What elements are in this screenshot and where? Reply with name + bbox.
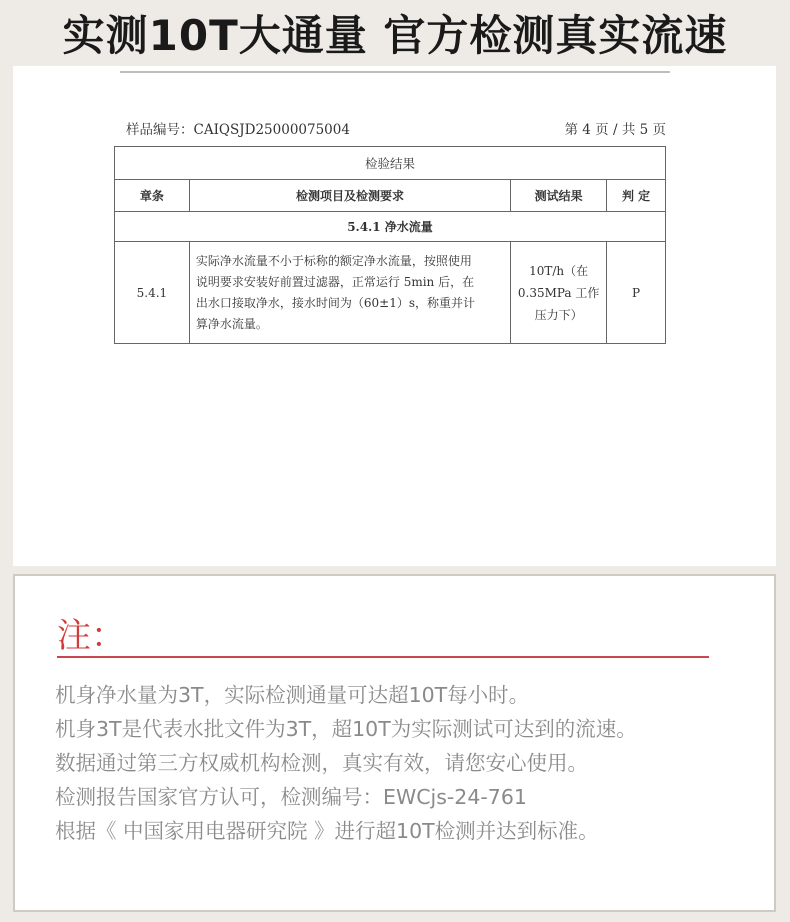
result-table <box>114 146 666 344</box>
row-result <box>511 242 607 344</box>
table-section-row <box>115 212 666 242</box>
table-title: 检验结果 <box>115 147 666 180</box>
headline: 实测10T大通量 官方检测真实流速 <box>62 11 728 60</box>
note-title: 注： <box>57 616 125 656</box>
requirement-line: 算净水流量。 <box>195 316 268 331</box>
header-requirement: 检测项目及检测要求 <box>189 180 510 212</box>
note-divider <box>57 656 709 658</box>
row-requirement <box>189 242 510 344</box>
header-result: 测试结果 <box>511 180 607 212</box>
requirement-line: 出水口接取净水，接水时间为（60±1）s，称重并计 <box>195 295 475 310</box>
table-row <box>115 242 666 344</box>
row-verdict: P <box>607 242 666 344</box>
note-line: 机身3T是代表水批文件为3T，超10T为实际测试可达到的流速。 <box>55 717 637 741</box>
result-line: 压力下） <box>534 307 583 322</box>
note-line: 检测报告国家官方认可，检测编号：EWCjs-24-761 <box>55 785 527 809</box>
header-clause: 章条 <box>115 180 190 212</box>
requirement-line: 实际净水流量不小于标称的额定净水流量，按照使用 <box>195 253 472 268</box>
section-title: 5.4.1 净水流量 <box>115 212 666 242</box>
scan-top-rule <box>120 71 670 73</box>
test-report-scan <box>13 66 776 566</box>
table-header-row <box>115 180 666 212</box>
note-panel <box>13 574 776 912</box>
result-line: 0.35MPa 工作 <box>517 285 600 300</box>
row-clause: 5.4.1 <box>115 242 190 344</box>
result-line: 10T/h（在 <box>529 263 589 278</box>
note-line: 机身净水量为3T，实际检测通量可达超10T每小时。 <box>55 683 530 707</box>
note-line: 数据通过第三方权威机构检测，真实有效，请您安心使用。 <box>55 751 588 775</box>
note-line: 根据《 中国家用电器研究院 》进行超10T检测并达到标准。 <box>55 819 599 843</box>
table-title-row <box>115 147 666 180</box>
requirement-line: 说明要求安装好前置过滤器，正常运行 5min 后，在 <box>195 274 475 289</box>
header-verdict: 判 定 <box>607 180 666 212</box>
sample-number: 样品编号：CAIQSJD25000075004 <box>126 122 350 138</box>
report-header <box>126 118 666 140</box>
page-info: 第 4 页 / 共 5 页 <box>564 122 666 138</box>
note-lines <box>55 678 765 848</box>
